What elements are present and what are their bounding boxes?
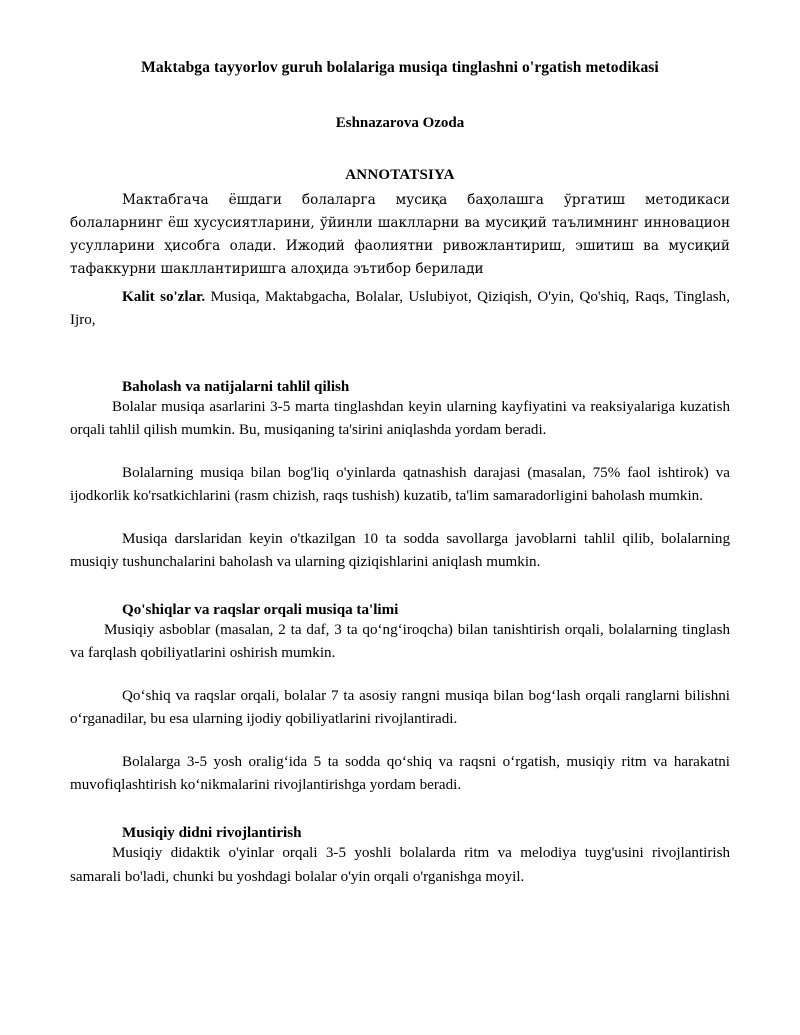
section-1-paragraph-1: Bolalar musiqa asarlarini 3-5 marta tinglashdan keyin ularning kayfiyatini va reaksiyalariga kuzatish orqali tahlil qilish mumkin. Bu, musiqaning ta'sirini aniqlashda yordam beradi. [70, 398, 730, 438]
spacer [70, 665, 730, 685]
spacer [70, 574, 730, 602]
keywords-list: Musiqa, Maktabgacha, Bolalar, Uslubiyot, Qiziqish, O'yin, Qo'shiq, Raqs, Tinglash, Ijro, [70, 289, 731, 329]
keywords-label: Kalit so'zlar. [122, 289, 206, 306]
annotation-heading: ANNOTATSIYA [345, 166, 455, 183]
section-1-paragraph-2: Bolalarning musiqa bilan bog'liq o'yinlarda qatnashish darajasi (masalan, 75% faol ishtirok) va ijodkorlik ko'rsatkichlarini (rasm chizish, raqs tushish) kuzatib, ta'lim samaradorligini baholash mumkin. [70, 464, 730, 504]
spacer [70, 442, 730, 462]
document-title: Maktabga tayyorlov guruh bolalariga musiqa tinglashni o'rgatish metodikasi [141, 59, 659, 76]
section-2-paragraph-1: Musiqiy asboblar (masalan, 2 ta daf, 3 ta qo‘ng‘iroqcha) bilan tanishtirish orqali, bolalarning tinglash va farqlash qobiliyatlarini oshirish mumkin. [70, 621, 730, 662]
spacer [70, 333, 730, 379]
section-1-paragraph-3: Musiqa darslaridan keyin o'tkazilgan 10 ta sodda savollarga javoblarni tahlil qilib, bolalarning musiqiy tushunchalarini baholash va ularning qiziqishlarini aniqlash mumkin. [70, 530, 730, 570]
section-2-paragraph-2: Qo‘shiq va raqslar orqali, bolalar 7 ta asosiy rangni musiqa bilan bog‘lash orqali ranglarni bilishni o‘rganadilar, bu esa ularning ijodiy qobiliyatlarini rivojlantiradi. [70, 688, 730, 728]
section-heading-baholash: Baholash va natijalarni tahlil qilish [122, 378, 350, 395]
spacer [70, 508, 730, 528]
section-heading-qoshiqlar: Qo'shiqlar va raqslar orqali musiqa ta'limi [122, 601, 399, 618]
keywords-paragraph [70, 286, 730, 332]
annotation-paragraph: Мактабгача ёшдаги болаларга мусиқа баҳолашга ўргатиш методикаси болаларнинг ёш хусусиятларини, ўйинли шаклларни ва мусиқий таълимнинг инновацион усулларини ҳисобга олади. Ижодий фаолиятни ривожлантириш, эшитиш ва мусиқий тафаккурни шакллантиришга алоҳида эътибор берилади [70, 191, 730, 278]
spacer [70, 731, 730, 751]
spacer [70, 797, 730, 825]
section-2-paragraph-3: Bolalarga 3-5 yosh oralig‘ida 5 ta sodda qo‘shiq va raqsni o‘rgatish, musiqiy ritm va harakatni muvofiqlashtirish ko‘nikmalarini rivojlantirishga yordam beradi. [70, 754, 730, 794]
section-heading-musiqiy-did: Musiqiy didni rivojlantirish [122, 825, 302, 842]
section-3-paragraph-1: Musiqiy didaktik o'yinlar orqali 3-5 yoshli bolalarda ritm va melodiya tuyg'usini rivojlantirish samarali bo'ladi, chunki bu yoshdagi bolalar o'yin orqali o'rganishga moyil. [70, 845, 730, 885]
document-author: Eshnazarova Ozoda [335, 114, 465, 131]
